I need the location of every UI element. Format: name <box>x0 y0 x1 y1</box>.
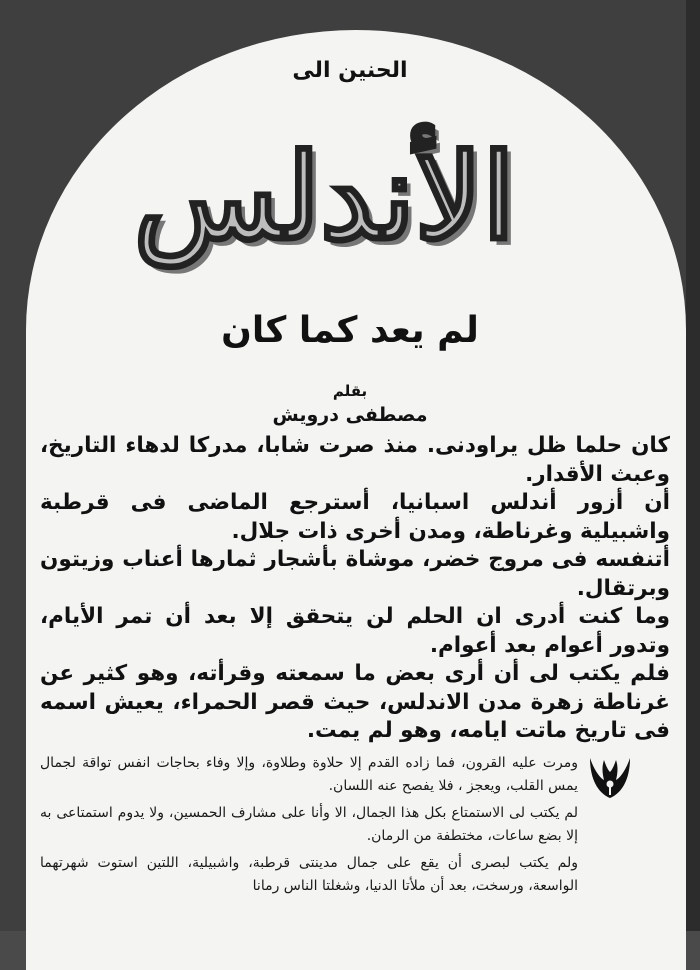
paragraph: فلم يكتب لى أن أرى بعض ما سمعته وقرأته، وهو كثير عن غرناطة زهرة مدن الاندلس، حيث قصر الحمراء، يعيش اسمه فى تاريخ ماتت ايامه، وهو لم يمت. <box>40 661 670 743</box>
paragraph: وما كنت أدرى ان الحلم لن يتحقق إلا بعد أن تمر الأيام، وتدور أعوام بعد أعوام. <box>40 604 670 658</box>
pretitle: الحنين الى <box>292 58 408 83</box>
page-edge <box>686 0 700 931</box>
paragraph: ومرت عليه القرون، فما زاده القدم إلا حلاوة وطلاوة، وإلا وفاء بحاجات انفس تواقة لجمال يمس القلب، ويعجز ، فلا يفصح عنه اللسان. <box>40 755 578 794</box>
byline: بقلم <box>332 382 368 400</box>
subtitle: لم يعد كما كان <box>221 310 479 351</box>
author-name: مصطفى درويش <box>272 404 428 426</box>
logo-text: الأندلس <box>133 127 515 266</box>
paragraph: كان حلما ظل يراودنى. منذ صرت شابا، مدركا لدهاء التاريخ، وعبث الأقدار. <box>40 433 670 487</box>
paragraph: أتنفسه فى مروج خضر، موشاة بأشجار ثمارها أعناب وزيتون وبرتقال. <box>40 547 670 601</box>
paragraph: أن أزور أندلس اسبانيا، أسترجع الماضى فى قرطبة واشبيلية وغرناطة، ومدن أخرى ذات جلال. <box>40 490 670 544</box>
andalus-logo <box>133 112 515 302</box>
paragraph: لم يكتب لى الاستمتاع بكل هذا الجمال، الا وأنا على مشارف الحمسين، ولا يدوم استمتاعى به إلا بضع ساعات، مختطفة من الرمان. <box>40 805 578 844</box>
pen-nib-icon <box>582 748 638 804</box>
article-body <box>40 432 670 746</box>
secondary-text <box>40 752 578 902</box>
paragraph: ولم يكتب لبصرى أن يقع على جمال مدينتى قرطبة، واشبيلية، اللتين استوت شهرتهما الواسعة، ورسخت، بعد أن ملأتا الدنيا، وشغلتا الناس رمانا <box>40 855 578 894</box>
